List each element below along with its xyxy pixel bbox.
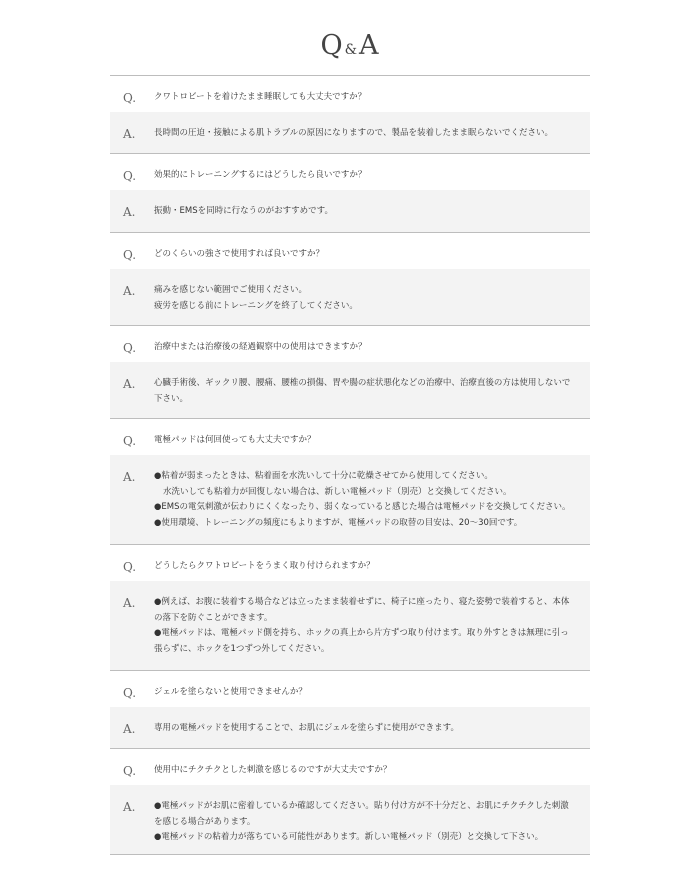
question-mark: Q. (123, 91, 137, 105)
answer-text (154, 376, 570, 407)
answer-line: 長時間の圧迫・接触による肌トラブルの原因になりますので、製品を装着したまま眠らないでください。 (154, 128, 553, 138)
answer-row (110, 707, 590, 749)
answer-line: ●EMSの電気刺激が伝わりにくくなったり、弱くなっていると感じた場合は電極パッドを交換してください。 (154, 502, 571, 512)
question-text: 治療中または治療後の経過観察中の使用はできますか？ (154, 342, 367, 352)
question-mark: Q. (123, 248, 137, 262)
question-row (110, 671, 590, 707)
answer-line: 張らずに、ホックを1つずつ外してください。 (154, 643, 330, 654)
answer-row (110, 455, 590, 545)
answer-text (154, 721, 459, 737)
answer-text (154, 595, 569, 657)
answer-mark: A. (123, 722, 136, 736)
answer-row (110, 785, 590, 855)
question-mark: Q. (123, 434, 137, 448)
answer-text (154, 204, 333, 220)
answer-line: ●使用環境、トレーニングの頻度にもよりますが、電極パッドの取替の目安は、20〜30回です。 (154, 517, 523, 528)
question-row (110, 154, 590, 190)
question-row (110, 545, 590, 581)
answer-mark: A. (123, 800, 136, 814)
question-text: 効果的にトレーニングするにはどうしたら良いですか？ (154, 170, 367, 180)
question-text: どのくらいの強さで使用すれば良いですか？ (154, 249, 325, 259)
answer-line: 振動・EMSを同時に行なうのがおすすめです。 (154, 206, 334, 216)
question-mark: Q. (123, 169, 137, 183)
title-ampersand: & (344, 42, 359, 58)
question-text: どうしたらクワトロビートをうまく取り付けられますか？ (154, 561, 375, 571)
answer-row (110, 190, 590, 233)
answer-mark: A. (123, 596, 136, 610)
answer-line: を感じる場合があります。 (154, 816, 256, 827)
question-text: クワトロビートを着けたまま睡眠しても大丈夫ですか？ (154, 92, 367, 102)
answer-line: 下さい。 (154, 393, 189, 404)
answer-line: 専用の電極パッドを使用することで、お肌にジェルを塗らずに使用ができます。 (154, 723, 459, 733)
answer-mark: A. (123, 205, 136, 219)
answer-line: ●電極パッドは、電極パッド側を持ち、ホックの真上から片方ずつ取り付けます。取り外すときは無理に引っ (154, 628, 569, 638)
question-row (110, 749, 590, 785)
question-mark: Q. (123, 686, 137, 700)
title-a: A (359, 30, 380, 61)
answer-mark: A. (123, 127, 136, 141)
answer-line: ●電極パッドの粘着力が落ちている可能性があります。新しい電極パッド（別売）と交換して下さい。 (154, 832, 544, 842)
answer-mark: A. (123, 284, 136, 298)
question-mark: Q. (123, 560, 137, 574)
question-row (110, 326, 590, 362)
answer-row (110, 581, 590, 671)
answer-line: 痛みを感じない範囲でご使用ください。 (154, 285, 308, 295)
answer-row (110, 112, 590, 154)
answer-mark: A. (123, 377, 136, 391)
qa-list (110, 75, 590, 855)
question-row (110, 419, 590, 455)
answer-line: ●例えば、お腹に装着する場合などは立ったまま装着せずに、椅子に座ったり、寝た姿勢で装着すると、本体 (154, 597, 570, 607)
answer-text (154, 799, 569, 846)
title-q: Q (320, 30, 344, 61)
answer-row (110, 269, 590, 326)
answer-line: 水洗いしても粘着力が回復しない場合は、新しい電極パッド（別売）と交換してください。 (163, 486, 512, 497)
answer-text (154, 126, 553, 142)
answer-line: 疲労を感じる前にトレーニングを終了してください。 (154, 300, 358, 311)
question-text: ジェルを塗らないと使用できませんか？ (154, 687, 307, 697)
question-row (110, 233, 590, 269)
question-text: 使用中にチクチクとした刺激を感じるのですが大丈夫ですか？ (154, 765, 392, 775)
question-text: 電極パッドは何回使っても大丈夫ですか？ (154, 435, 316, 445)
question-row (110, 76, 590, 112)
answer-line: ●電極パッドがお肌に密着しているか確認してください。貼り付け方が不十分だと、お肌にチクチクした刺激 (154, 801, 569, 811)
page-title (0, 28, 700, 64)
answer-line: 心臓手術後、ギックリ腰、腰痛、腰椎の損傷、胃や腸の症状悪化などの治療中、治療直後の方は使用しないで (154, 378, 571, 388)
answer-text (154, 469, 571, 531)
answer-text (154, 283, 358, 314)
answer-row (110, 362, 590, 419)
question-mark: Q. (123, 341, 137, 355)
question-mark: Q. (123, 764, 137, 778)
answer-line: ●粘着が弱まったときは、粘着面を水洗いして十分に乾燥させてから使用してください。 (154, 471, 493, 481)
answer-mark: A. (123, 470, 136, 484)
answer-line: の落下を防ぐことができます。 (154, 612, 273, 623)
